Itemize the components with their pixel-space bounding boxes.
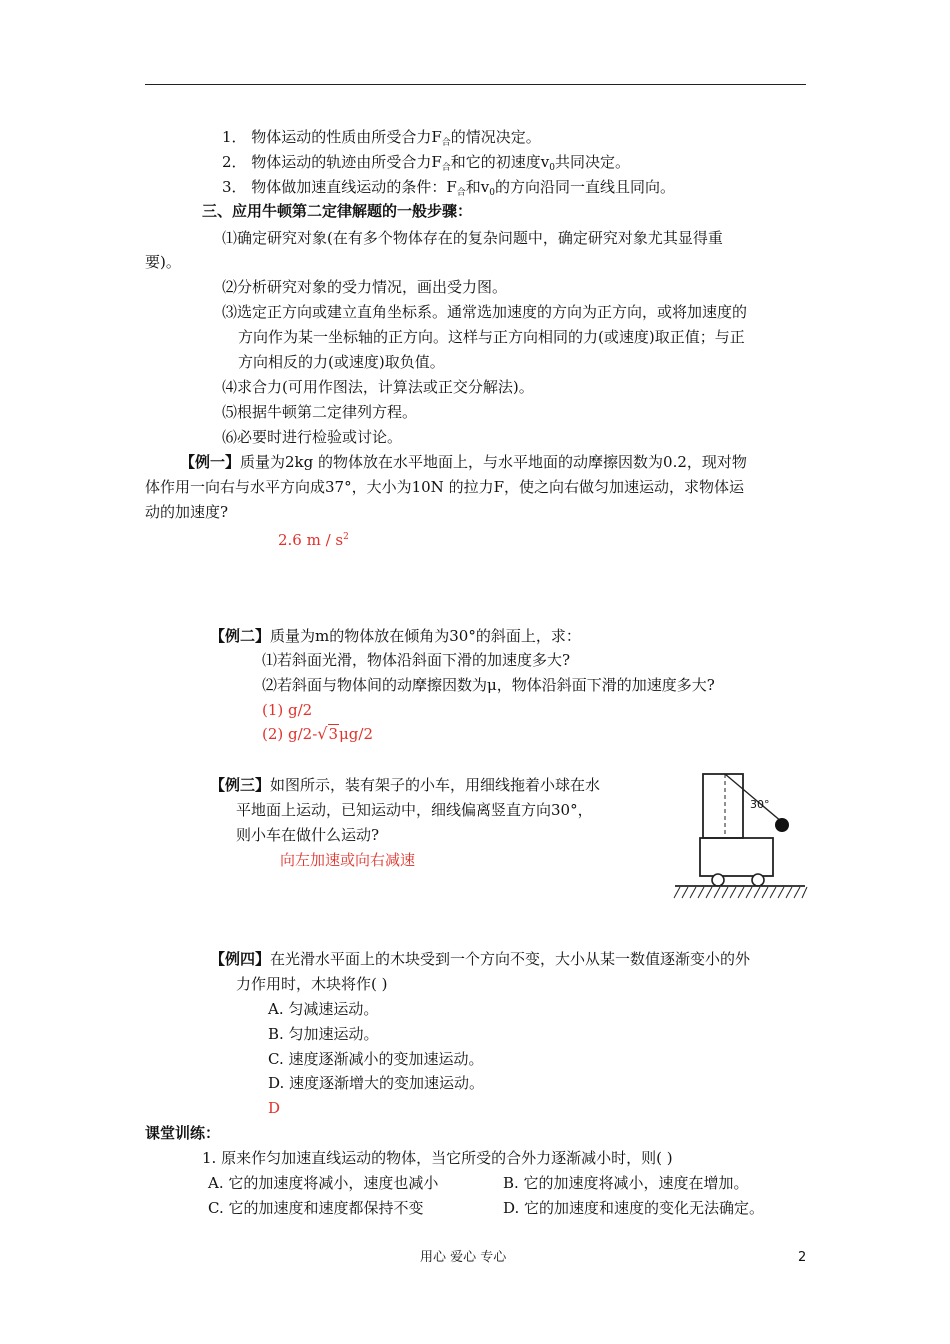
cart-figure [672, 768, 808, 904]
training-option-c: C. 它的加速度和速度都保持不变 [208, 1199, 424, 1217]
step-2: ⑵分析研究对象的受力情况，画出受力图。 [222, 278, 508, 296]
step-5: ⑸根据牛顿第二定律列方程。 [222, 403, 418, 421]
example-3-answer: 向左加速或向右减速 [280, 851, 416, 869]
ground-hatch [674, 887, 807, 898]
cart-body [700, 838, 773, 876]
training-option-b: B. 它的加速度将减小，速度在增加。 [503, 1174, 749, 1192]
example-4-line-1: 【例四】在光滑水平面上的木块受到一个方向不变，大小从某一数值逐渐变小的外 [210, 950, 751, 968]
step-3-cont-1: 方向作为某一坐标轴的正方向。这样与正方向相同的力(或速度)取正值；与正 [238, 328, 745, 346]
wheel-left [712, 874, 724, 886]
ball [775, 818, 789, 832]
step-3: ⑶选定正方向或建立直角坐标系。通常选加速度的方向为正方向，或将加速度的 [222, 303, 748, 321]
step-4: ⑷求合力(可用作图法，计算法或正交分解法)。 [222, 378, 534, 396]
example-4-option-c: C. 速度逐渐减小的变加速运动。 [268, 1050, 484, 1068]
example-2-q2: ⑵若斜面与物体间的动摩擦因数为μ，物体沿斜面下滑的加速度多大? [262, 676, 715, 694]
example-3-line-3: 则小车在做什么运动? [236, 826, 380, 844]
point-1: 1． 物体运动的性质由所受合力$F_合$的情况决定。 [222, 128, 541, 148]
angle-label: 30° [750, 798, 770, 811]
step-1: ⑴确定研究对象(在有多个物体存在的复杂问题中，确定研究对象尤其显得重 [222, 229, 723, 247]
training-question-1: 1. 原来作匀加速直线运动的物体，当它所受的合外力逐渐减小时，则( ) [202, 1149, 673, 1167]
example-2-answer-1: (1) g/2 [262, 701, 313, 719]
page-number: 2 [798, 1250, 807, 1265]
training-option-a: A. 它的加速度将减小，速度也减小 [208, 1174, 439, 1192]
training-heading: 课堂训练： [145, 1124, 221, 1142]
step-3-cont-2: 方向相反的力(或速度)取负值。 [238, 353, 445, 371]
wheel-right [752, 874, 764, 886]
example-3-line-1: 【例三】如图所示，装有架子的小车，用细线拖着小球在水 [210, 776, 601, 794]
example-1-line-1: 【例一】质量为2kg 的物体放在水平地面上，与水平地面的动摩擦因数为0.2，现对物 [180, 453, 747, 471]
header-rule [145, 84, 806, 85]
step-1-cont: 要)。 [145, 253, 181, 271]
example-1-answer: 2.6 m / $s^2$ [278, 531, 349, 549]
example-4-line-2: 力作用时，木块将作( ) [236, 975, 388, 993]
footer-text: 用心 爱心 专心 [420, 1250, 507, 1265]
step-6: ⑹必要时进行检验或讨论。 [222, 428, 403, 446]
example-4-option-a: A. 匀减速运动。 [268, 1000, 379, 1018]
point-3: 3． 物体做加速直线运动的条件：$F_合$和$v_0$的方向沿同一直线且同向。 [222, 178, 675, 198]
section-heading: 三、应用牛顿第二定律解题的一般步骤： [202, 202, 473, 220]
point-2: 2． 物体运动的轨迹由所受合力$F_合$和它的初速度$v_0$共同决定。 [222, 153, 630, 173]
example-4-option-d: D. 速度逐渐增大的变加速运动。 [268, 1074, 485, 1092]
example-4-answer: D [268, 1099, 281, 1117]
example-2-question: 【例二】质量为m的物体放在倾角为30°的斜面上，求： [210, 627, 581, 645]
example-3-line-2: 平地面上运动，已知运动中，细线偏离竖直方向30°， [236, 801, 593, 819]
example-1-line-2: 体作用一向右与水平方向成37°，大小为10N 的拉力F，使之向右做匀加速运动，求物体运 [145, 478, 744, 496]
example-2-q1: ⑴若斜面光滑，物体沿斜面下滑的加速度多大? [262, 651, 571, 669]
example-2-answer-2: (2) g/2-√3μg/2 [262, 724, 373, 743]
example-4-option-b: B. 匀加速运动。 [268, 1025, 379, 1043]
training-option-d: D. 它的加速度和速度的变化无法确定。 [503, 1199, 765, 1217]
example-1-line-3: 动的加速度? [145, 503, 229, 521]
sqrt-sign: √ [317, 724, 328, 743]
